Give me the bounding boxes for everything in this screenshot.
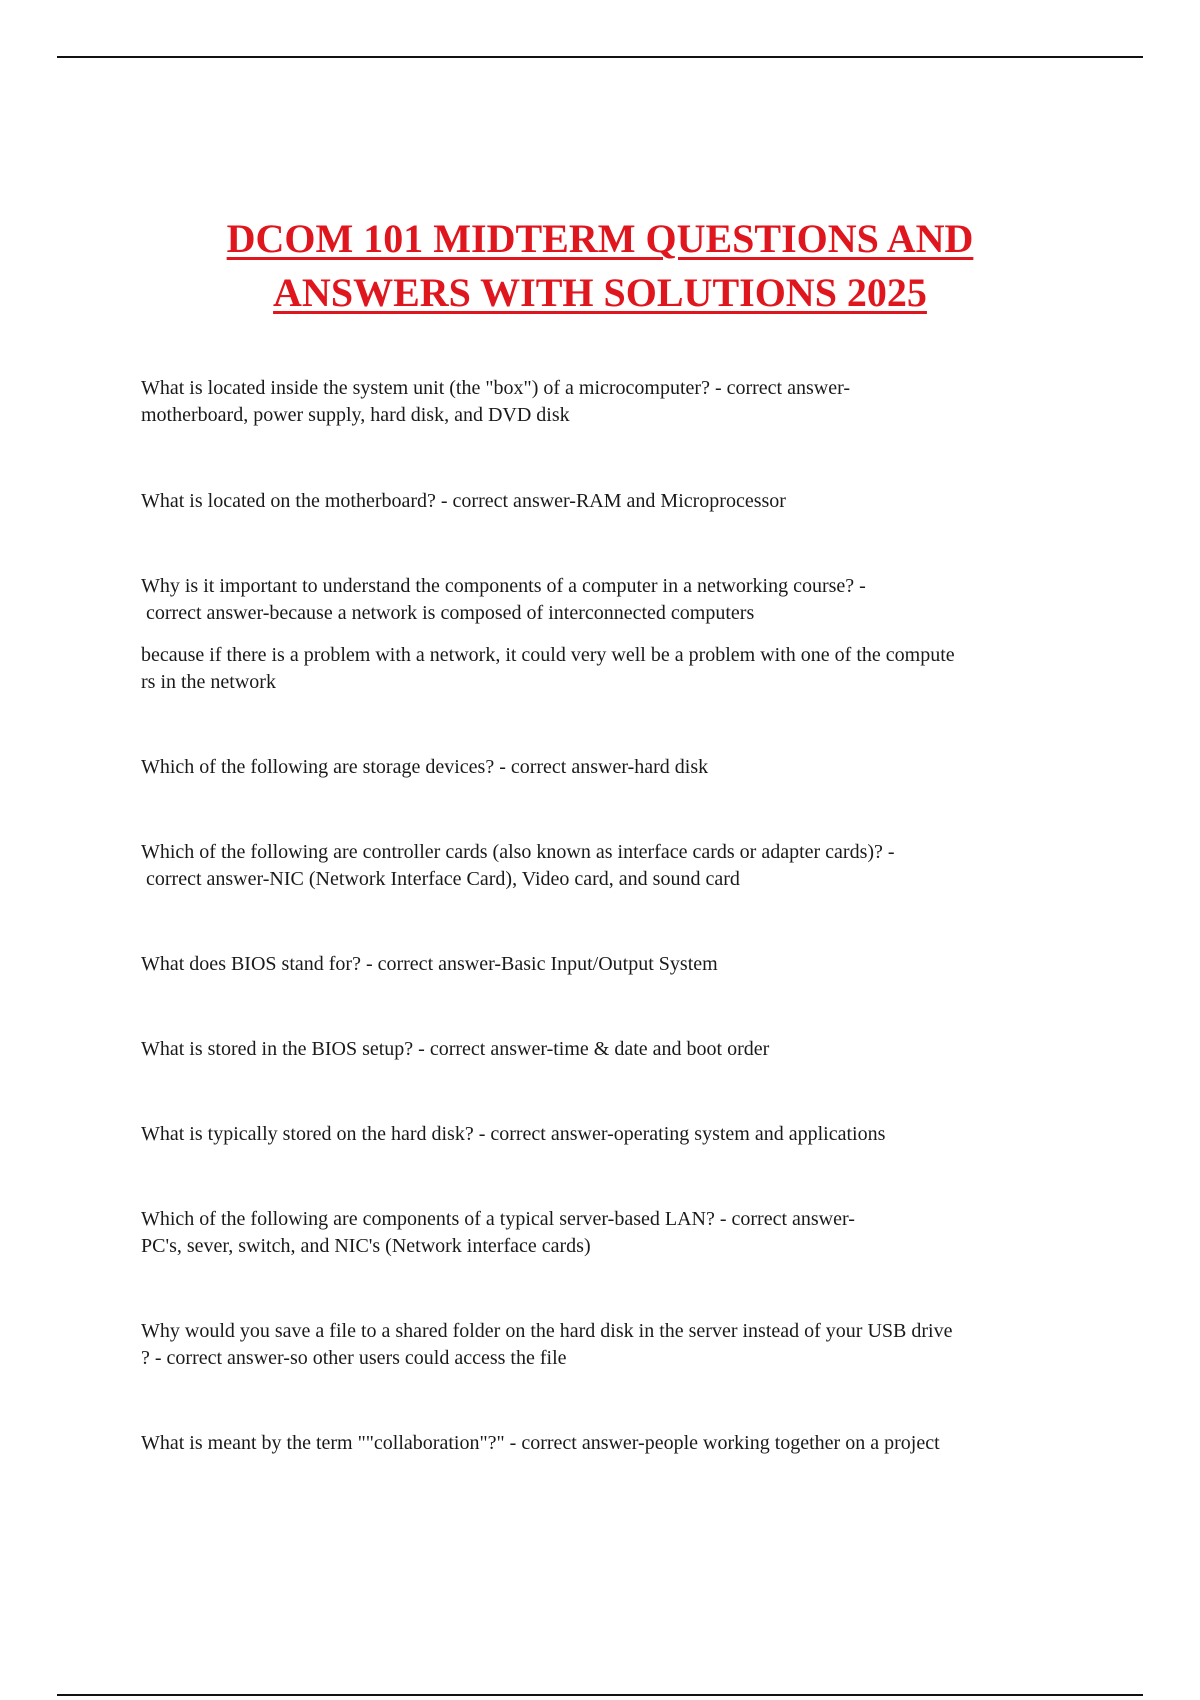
bottom-rule [57,1694,1143,1696]
qa-entry [141,375,1061,429]
title-line-1: DCOM 101 MIDTERM QUESTIONS AND [226,216,974,261]
qa-text-line: ? - correct answer-so other users could access the file [141,1347,567,1369]
qa-entry [141,839,1061,893]
qa-text-line: What is typically stored on the hard disk? - correct answer-operating system and applications [141,1123,886,1145]
qa-text-line: Why is it important to understand the components of a computer in a networking course? - [141,575,866,597]
qa-entry [141,1430,1061,1457]
qa-text-line: Which of the following are components of a typical server-based LAN? - correct answer- [141,1208,855,1230]
qa-entry [141,1036,1061,1063]
qa-entry [141,1318,1061,1372]
qa-text-line: What is located on the motherboard? - correct answer-RAM and Microprocessor [141,490,786,512]
qa-text-line: What is stored in the BIOS setup? - correct answer-time & date and boot order [141,1038,770,1060]
qa-text-line: motherboard, power supply, hard disk, and DVD disk [141,404,570,426]
page-title [100,212,1100,320]
qa-entry [141,1206,1061,1260]
qa-text-line: Which of the following are controller cards (also known as interface cards or adapter cards)? - [141,841,895,863]
qa-text-line: Why would you save a file to a shared folder on the hard disk in the server instead of your USB drive [141,1320,953,1342]
top-rule [57,56,1143,58]
qa-text-line: correct answer-NIC (Network Interface Card), Video card, and sound card [141,868,740,890]
qa-entry [141,754,1061,781]
qa-text-line: PC's, sever, switch, and NIC's (Network interface cards) [141,1235,591,1257]
qa-text-line: Which of the following are storage devices? - correct answer-hard disk [141,756,709,778]
qa-text-line: correct answer-because a network is composed of interconnected computers [141,602,755,624]
qa-entry [141,642,1061,696]
qa-entry [141,1121,1061,1148]
qa-text-line: What does BIOS stand for? - correct answer-Basic Input/Output System [141,953,718,975]
qa-text-line: What is meant by the term ""collaboration"?" - correct answer-people working together on a project [141,1432,940,1454]
qa-entry [141,488,1061,515]
qa-text-line: What is located inside the system unit (the "box") of a microcomputer? - correct answer- [141,377,851,399]
title-line-2: ANSWERS WITH SOLUTIONS 2025 [273,270,927,315]
qa-entry [141,573,1061,627]
qa-text-line: rs in the network [141,671,276,693]
qa-entry [141,951,1061,978]
qa-text-line: because if there is a problem with a network, it could very well be a problem with one of the compute [141,644,955,666]
